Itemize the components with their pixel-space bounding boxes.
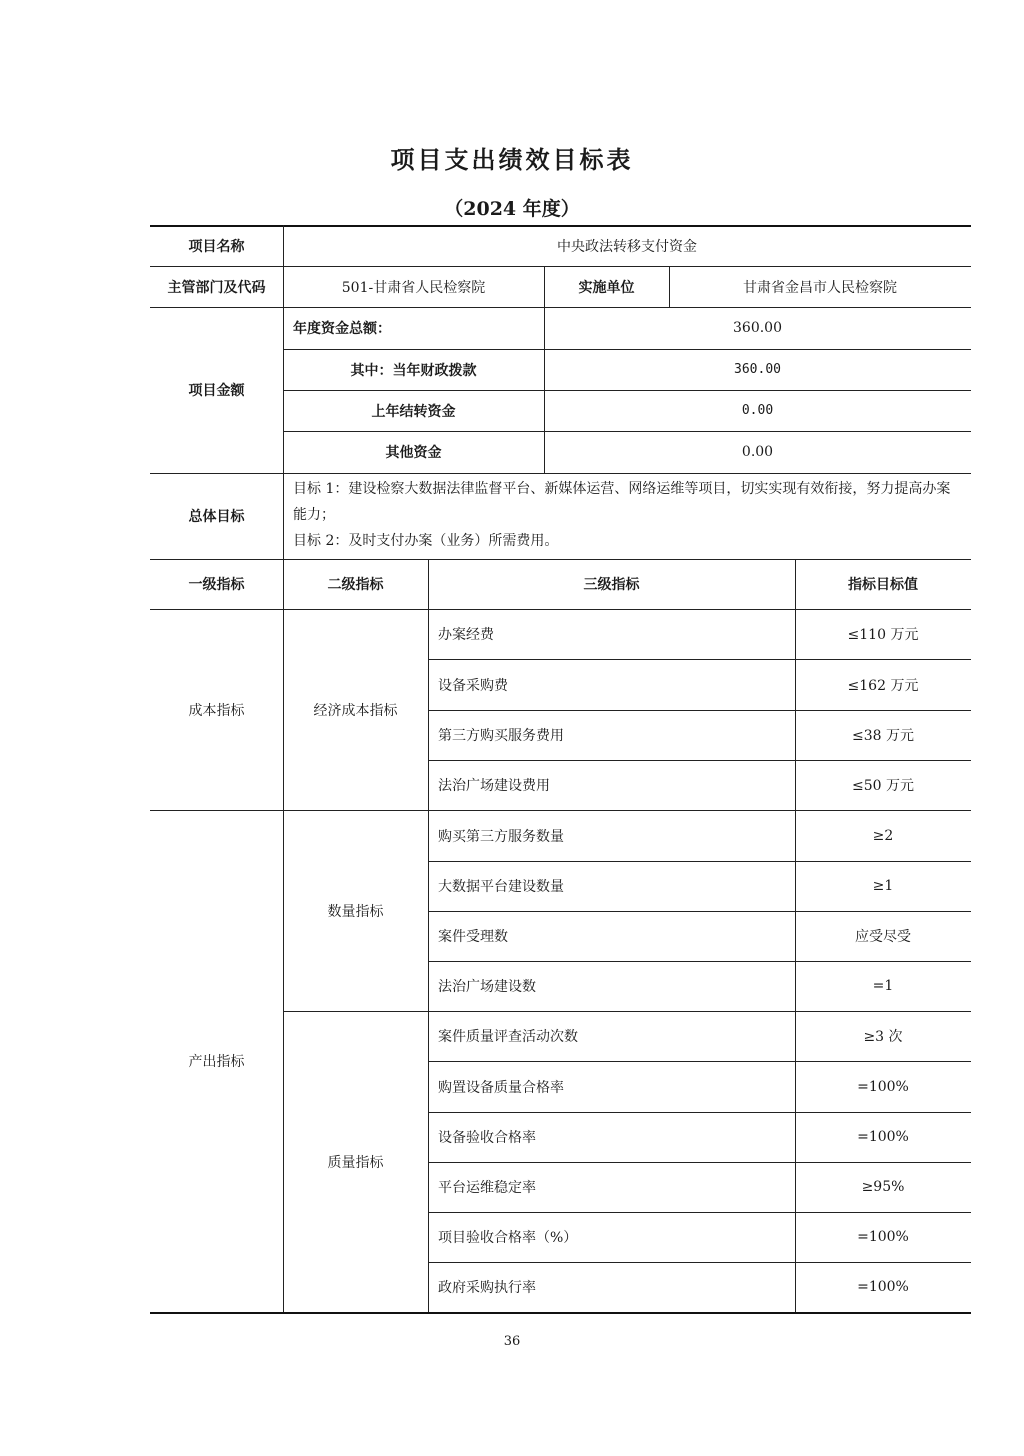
project-amount-label: 项目金额	[188, 383, 245, 399]
table-row-name: 平台运维稳定率	[438, 1180, 536, 1196]
table-row-value: =100%	[857, 1129, 909, 1145]
implementer-value: 甘肃省金昌市人民检察院	[743, 279, 897, 296]
other-funds-label: 其他资金	[385, 445, 442, 461]
table-row-name: 法治广场建设费用	[438, 778, 550, 794]
carryover-funds-value: 0.00	[741, 403, 774, 418]
table-row-name: 项目验收合格率（%）	[438, 1230, 578, 1246]
total-funds-label: 年度资金总额：	[293, 321, 391, 337]
fiscal-allocation-label: 其中：当年财政拨款	[350, 362, 477, 379]
overall-goal-label: 总体目标	[188, 509, 245, 525]
table-row-value: ≤38 万元	[852, 728, 914, 744]
year-subtitle: （2024 年度）	[444, 198, 580, 220]
table-row-value: =100%	[857, 1229, 909, 1245]
overall-goal-text	[283, 473, 971, 559]
goal-1: 目标 1：建设检察大数据法律监督平台、新媒体运营、网络运维等项目，切实实现有效衔接，努力提高办案能力；	[293, 481, 951, 523]
table-row-name: 大数据平台建设数量	[438, 879, 564, 895]
table-row-value: ≥1	[872, 878, 894, 894]
quality-level2: 质量指标	[327, 1154, 384, 1171]
col-level3-header: 三级指标	[583, 577, 640, 593]
carryover-funds-label: 上年结转资金	[371, 403, 456, 420]
table-row-name: 购置设备质量合格率	[438, 1079, 564, 1096]
table-row-value: ≥3 次	[863, 1029, 903, 1045]
table-row-name: 设备采购费	[438, 677, 508, 694]
col-level2-header: 二级指标	[327, 577, 384, 593]
table-row-value: ≤110 万元	[847, 627, 919, 643]
department-label: 主管部门及代码	[167, 279, 266, 296]
implementer-label: 实施单位	[578, 279, 635, 296]
table-row-value: 应受尽受	[855, 929, 911, 945]
col-level1-header: 一级指标	[188, 577, 245, 593]
cost-level1: 成本指标	[188, 702, 245, 719]
table-row-name: 政府采购执行率	[438, 1280, 536, 1296]
table-row-value: ≤50 万元	[852, 778, 914, 794]
quantity-level2: 数量指标	[327, 903, 384, 920]
table-row-value: =100%	[857, 1078, 909, 1095]
department-value: 501-甘肃省人民检察院	[341, 279, 486, 296]
table-row-name: 案件质量评查活动次数	[438, 1029, 578, 1045]
goal-2: 目标 2：及时支付办案（业务）所需费用。	[293, 533, 559, 549]
table-row-name: 设备验收合格率	[438, 1130, 536, 1146]
table-row-name: 购买第三方服务数量	[438, 828, 564, 845]
table-row-name: 第三方购买服务费用	[438, 728, 564, 744]
table-row-name: 法治广场建设数	[438, 979, 536, 995]
page-number: 36	[503, 1334, 521, 1349]
total-funds-value: 360.00	[733, 320, 782, 336]
fiscal-allocation-value: 360.00	[734, 362, 781, 377]
cost-level2: 经济成本指标	[313, 702, 398, 719]
table-row-value: ≥95%	[861, 1179, 905, 1195]
page-title: 项目支出绩效目标表	[390, 146, 634, 174]
table-row-value: ≥2	[872, 827, 894, 844]
table-row-name: 案件受理数	[438, 929, 508, 945]
other-funds-value: 0.00	[741, 444, 774, 460]
table-row-value: =1	[872, 978, 894, 994]
output-level1: 产出指标	[188, 1054, 245, 1070]
table-row-value: =100%	[857, 1279, 909, 1295]
project-name-label: 项目名称	[188, 238, 245, 255]
table-row-name: 办案经费	[438, 627, 494, 643]
project-name-value: 中央政法转移支付资金	[557, 238, 697, 255]
table-row-value: ≤162 万元	[847, 677, 919, 694]
col-target-header: 指标目标值	[848, 577, 918, 593]
